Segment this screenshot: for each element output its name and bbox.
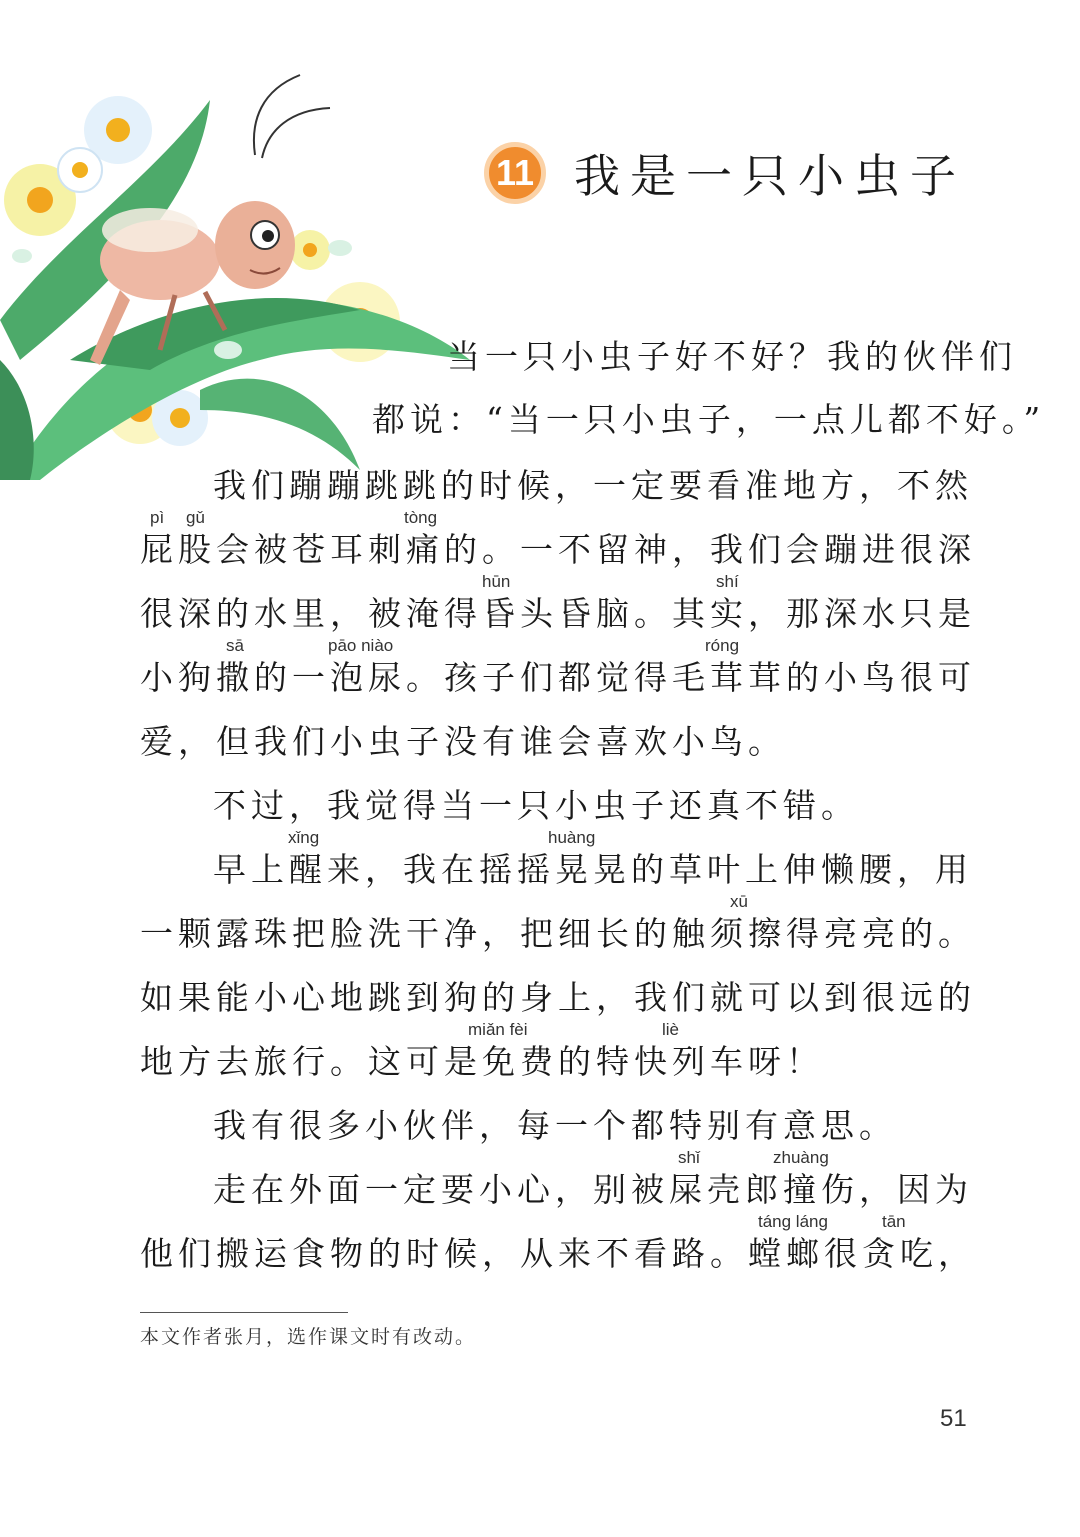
pinyin-shi: shǐ — [678, 1148, 700, 1167]
pinyin-pao-niao: pāo niào — [328, 636, 394, 655]
text-line-10: 一颗露珠把脸洗干净，把细长的触须擦得亮亮的。 — [140, 914, 976, 953]
pinyin-zhuang: zhuàng — [773, 1148, 829, 1167]
lesson-header — [484, 138, 966, 208]
text-line-6: 小狗撒的一泡尿。孩子们都觉得毛茸茸的小鸟很可 — [140, 658, 976, 697]
text-line-1: 当一只小虫子好不好？我的伙伴们 — [447, 337, 1017, 376]
footnote-divider — [140, 1312, 348, 1313]
pinyin-shi-shi: shí — [716, 572, 739, 591]
text-line-3: 我们蹦蹦跳跳的时候，一定要看准地方，不然 — [213, 466, 973, 505]
text-line-15: 他们搬运食物的时候，从来不看路。螳螂很贪吃， — [140, 1234, 976, 1273]
pinyin-hun: hūn — [482, 572, 511, 591]
pinyin-sa: sā — [226, 636, 244, 655]
page-number: 51 — [940, 1405, 967, 1432]
pinyin-rong: róng — [705, 636, 740, 655]
text-line-12: 地方去旅行。这可是免费的特快列车呀！ — [140, 1042, 824, 1081]
pinyin-lie: liè — [662, 1020, 680, 1039]
pinyin-gu: gǔ — [186, 508, 205, 527]
footnote: 本文作者张月，选作课文时有改动。 — [140, 1326, 477, 1348]
text-line-14: 走在外面一定要小心，别被屎壳郎撞伤，因为 — [213, 1170, 973, 1209]
lesson-title: 我是一只小虫子 — [574, 149, 966, 203]
lesson-number-badge: 11 — [484, 142, 546, 204]
text-line-9: 早上醒来，我在摇摇晃晃的草叶上伸懒腰，用 — [213, 850, 973, 889]
text-line-5: 很深的水里，被淹得昏头昏脑。其实，那深水只是 — [140, 594, 976, 633]
pinyin-tong: tòng — [404, 508, 438, 527]
pinyin-tang-lang: táng láng — [758, 1212, 828, 1231]
text-line-13: 我有很多小伙伴，每一个都特别有意思。 — [213, 1106, 897, 1145]
pinyin-mian-fei: miǎn fèi — [468, 1020, 528, 1039]
text-line-4: 屁股会被苍耳刺痛的。一不留神，我们会蹦进很深 — [140, 530, 976, 569]
pinyin-xu: xū — [730, 892, 748, 911]
pinyin-huang: huàng — [548, 828, 596, 847]
pinyin-xing: xǐng — [288, 828, 320, 847]
text-line-11: 如果能小心地跳到狗的身上，我们就可以到很远的 — [140, 978, 976, 1017]
text-line-2: 都说：“当一只小虫子，一点儿都不好。” — [372, 400, 1046, 439]
text-line-8: 不过，我觉得当一只小虫子还真不错。 — [213, 786, 859, 825]
pinyin-tan: tān — [882, 1212, 906, 1231]
pinyin-pi: pì — [150, 508, 165, 527]
text-line-7: 爱，但我们小虫子没有谁会喜欢小鸟。 — [140, 722, 786, 761]
